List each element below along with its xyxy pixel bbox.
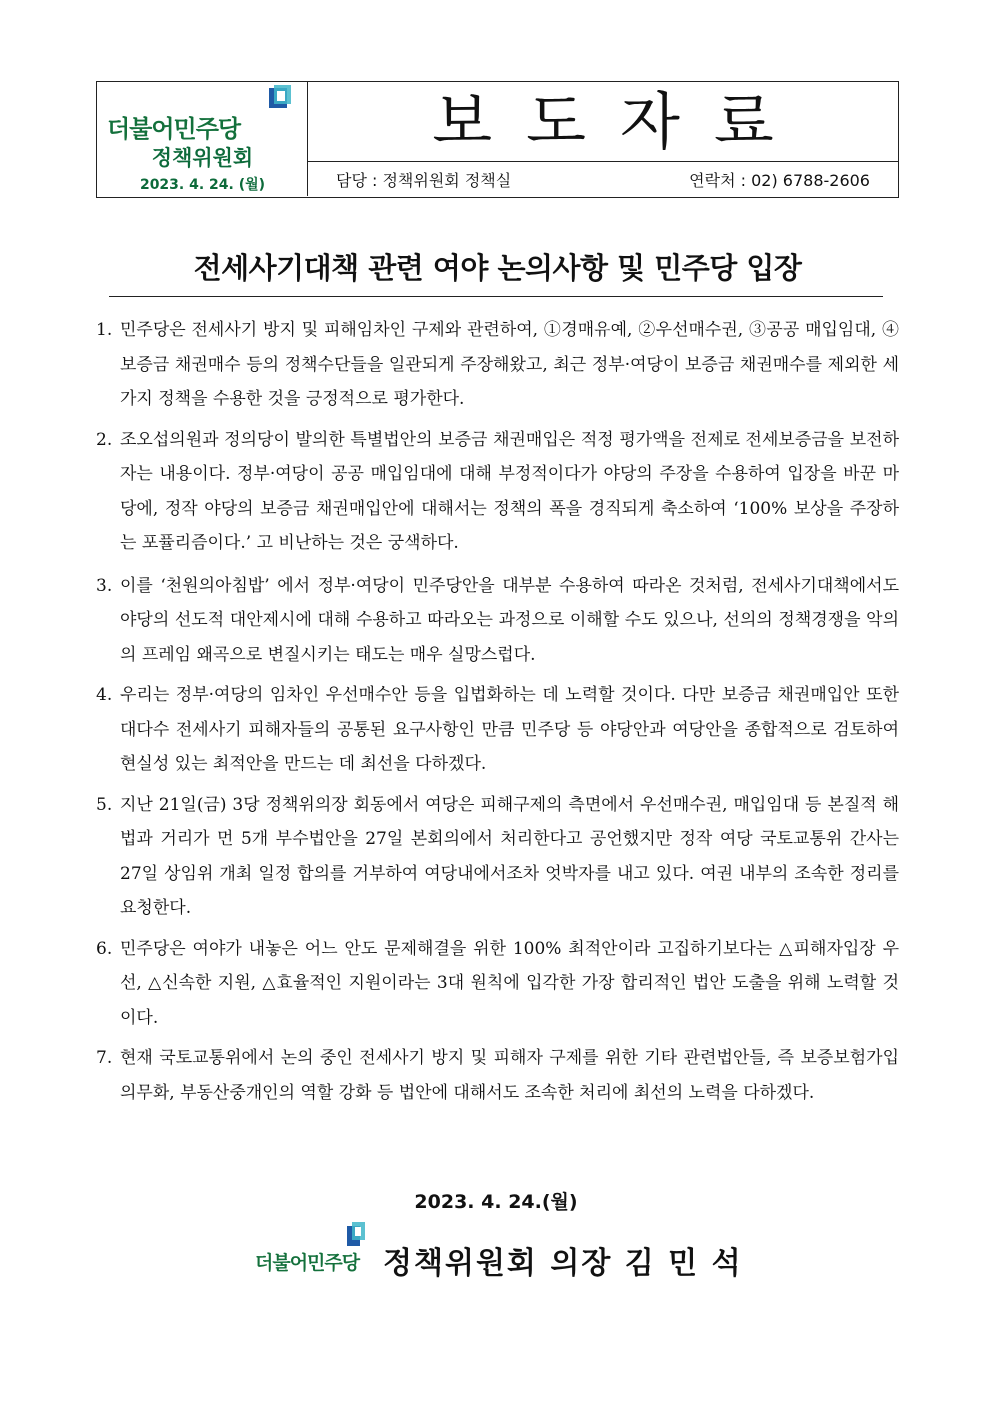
list-item (96, 423, 899, 561)
list-item (96, 932, 899, 1036)
item-number: 2. (96, 429, 113, 450)
item-number: 4. (96, 685, 113, 705)
item-text: 이를 ‘천원의아침밥’ 에서 정부·여당이 민주당안을 대부분 수용하여 따라온 것처럼, 전세사기대책에서도 야당의 선도적 대안제시에 대해 수용하고 따라오는 과정으로 이해할 수도 있으나, 선의의 정책경쟁을 악의의 프레임 왜곡으로 변질시키는 태도는 매우 실망스럽다. (120, 575, 899, 665)
press-title-cell (308, 82, 898, 162)
party-flag-icon (266, 85, 292, 111)
press-title: 보도자료 (432, 85, 808, 158)
item-number: 6. (96, 938, 113, 959)
item-text: 지난 21일(금) 3당 정책위의장 회동에서 여당은 피해구제의 측면에서 우선매수권, 매입임대 등 본질적 해법과 거리가 먼 5개 부수법안을 27일 본회의에서 처리한다고 공언했지만 정작 여당 국토교통위 간사는 27일 상임위 개최 일정 합의를 거부하여 여당내에서조차 엇박자를 내고 있다. 여권 내부의 조속한 정리를 요청한다. (120, 794, 899, 918)
statement-list (96, 313, 899, 1116)
headline-divider (109, 296, 883, 297)
contact-phone: 연락처 : 02) 6788-2606 (689, 171, 870, 190)
committee-name: 정책위원회 (151, 146, 254, 170)
party-logo-cell (97, 82, 308, 196)
item-number: 1. (96, 320, 113, 340)
headline: 전세사기대책 관련 여야 논의사항 및 민주당 입장 (193, 251, 802, 285)
contact-person: 담당 : 정책위원회 정책실 (336, 171, 512, 190)
item-text: 민주당은 여야가 내놓은 어느 안도 문제해결을 위한 100% 최적안이라 고집하기보다는 △피해자입장 우선, △신속한 지원, △효율적인 지원이라는 3대 원칙에 입각한 가장 합리적인 법안 도출을 위해 노력할 것이다. (120, 938, 899, 1028)
signature: 정책위원회 의장 김 민 석 (383, 1246, 743, 1281)
item-text: 조오섭의원과 정의당이 발의한 특별법안의 보증금 채권매입은 적정 평가액을 전제로 전세보증금을 보전하자는 내용이다. 정부·여당이 공공 매입임대에 대해 부정적이다가 야당의 주장을 수용하여 입장을 바꾼 마당에, 정작 야당의 보증금 채권매입안에 대해서는 정책의 폭을 경직되게 축소하여 ‘100% 보상을 주장하는 포퓰리즘이다.’ 고 비난하는 것은 궁색하다. (120, 429, 899, 553)
footer-party-logo-text: 더불어민주당 (255, 1252, 360, 1274)
list-item (96, 678, 899, 782)
item-text: 민주당은 전세사기 방지 및 피해임차인 구제와 관련하여, ①경매유예, ②우선매수권, ③공공 매입임대, ④보증금 채권매수 등의 정책수단들을 일관되게 주장해왔고, 최근 정부·여당이 보증금 채권매수를 제외한 세 가지 정책을 수용한 것을 긍정적으로 평가한다. (120, 320, 899, 409)
list-item (96, 569, 899, 673)
item-number: 7. (96, 1048, 113, 1068)
list-item (96, 1041, 899, 1110)
party-logo-text: 더불어민주당 (107, 115, 241, 143)
header-date: 2023. 4. 24. (월) (139, 177, 266, 193)
item-text: 우리는 정부·여당의 임차인 우선매수안 등을 입법화하는 데 노력할 것이다. 다만 보증금 채권매입안 또한 대다수 전세사기 피해자들의 공통된 요구사항인 만큼 민주당 등 야당안과 여당안을 종합적으로 검토하여 현실성 있는 최적안을 만드는 데 최선을 다하겠다. (120, 685, 899, 774)
press-header-box (96, 81, 899, 198)
item-number: 5. (96, 794, 113, 815)
item-number: 3. (96, 575, 113, 596)
list-item (96, 313, 899, 417)
footer-party-flag-icon (345, 1222, 367, 1246)
list-item (96, 788, 899, 926)
contact-cell (308, 162, 898, 197)
item-text: 현재 국토교통위에서 논의 중인 전세사기 방지 및 피해자 구제를 위한 기타 관련법안들, 즉 보증보험가입 의무화, 부동산중개인의 역할 강화 등 법안에 대해서도 조속한 처리에 최선의 노력을 다하겠다. (120, 1048, 899, 1103)
footer-date: 2023. 4. 24.(월) (414, 1191, 578, 1213)
